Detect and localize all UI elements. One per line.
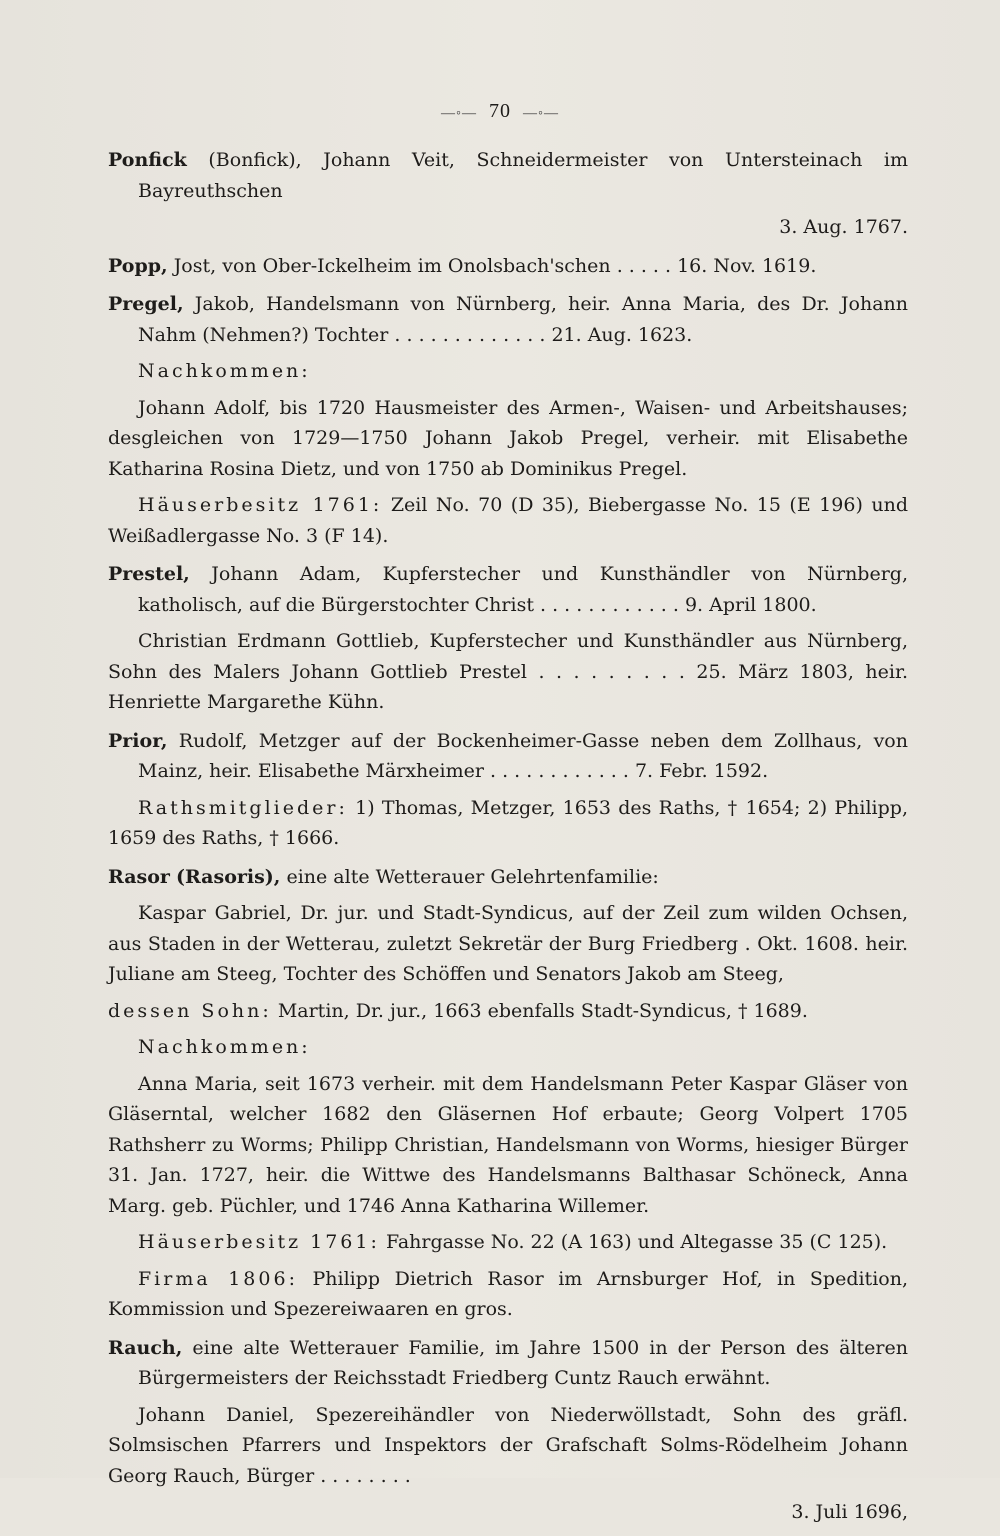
haeuser-label: Häuserbesitz 1761:	[138, 1231, 380, 1253]
entry-text: Johann Adam, Kupferstecher und Kunsthändler von Nürnberg, katholisch, auf die Bürgerstochter Christ . . . . . . . . . . . . 9. April 1800.	[138, 563, 908, 616]
entry-prior	[108, 726, 908, 854]
entry-text: Rudolf, Metzger auf der Bockenheimer-Gasse neben dem Zollhaus, von Mainz, heir. Elisabethe Märxheimer . . . . . . . . . . . . 7. Febr. 1592.	[138, 729, 908, 782]
entry-name: Rauch,	[108, 1336, 183, 1359]
entry-text-2: Kaspar Gabriel, Dr. jur. und Stadt-Syndicus, auf der Zeil zum wilden Ochsen, aus Staden in der Wetterau, zuletzt Sekretär der Burg Friedberg . Okt. 1608. heir. Juliane am Steeg, Tochter des Schöffen und Senators Jakob am Steeg,	[108, 902, 908, 985]
entry-date: 3. Aug. 1767.	[779, 216, 908, 238]
entry-name: Prior,	[108, 729, 168, 752]
entry-name: Pregel,	[108, 293, 184, 315]
entry-popp	[108, 251, 908, 282]
raths-label: Rathsmitglieder:	[138, 796, 348, 819]
entry-name: Popp,	[108, 254, 168, 277]
entry-pregel	[108, 289, 908, 551]
entry-name-alt: (Rasoris),	[175, 865, 281, 888]
nachkommen-label: Nachkommen:	[138, 1036, 311, 1058]
entry-text-2: Christian Erdmann Gottlieb, Kupferstecher und Kunsthändler aus Nürnberg, Sohn des Malers Johann Gottlieb Prestel . . . . . . . . . 25. März 1803, heir. Henriette Margarethe Kühn.	[108, 630, 908, 713]
haeuser-label: Häuserbesitz 1761:	[138, 494, 383, 516]
entry-text-2: Johann Daniel, Spezereihändler von Niederwöllstadt, Sohn des gräfl. Solmsischen Pfarrers und Inspektors der Grafschaft Solms-Rödelheim Johann Georg Rauch, Bürger . . . . . . . .	[108, 1403, 908, 1487]
nachkommen-text: Johann Adolf, bis 1720 Hausmeister des Armen-, Waisen- und Arbeitshauses; desgleichen von 1729—1750 Johann Jakob Pregel, verheir. mit Elisabethe Katharina Rosina Dietz, und von 1750 ab Dominikus Pregel.	[108, 396, 908, 480]
header-ornament-left: —◦—	[441, 106, 477, 121]
entry-name: Prestel,	[108, 563, 190, 585]
entry-text: eine alte Wetterauer Familie, im Jahre 1500 in der Person des älteren Bürgermeisters der Reichsstadt Friedberg Cuntz Rauch erwähnt.	[138, 1336, 908, 1389]
firma-label: Firma 1806:	[138, 1267, 298, 1290]
entry-name: Rasor	[108, 865, 170, 888]
firma-text: Philipp Dietrich Rasor im Arnsburger Hof, in Spedition, Kommission und Spezereiwaaren en gros.	[108, 1267, 908, 1320]
nachkommen-label: Nachkommen:	[138, 360, 311, 382]
entry-text: Jakob, Handelsmann von Nürnberg, heir. Anna Maria, des Dr. Johann Nahm (Nehmen?) Tochter . . . . . . . . . . . . . 21. Aug. 1623.	[138, 293, 908, 346]
sohn-text: Martin, Dr. jur., 1663 ebenfalls Stadt-Syndicus, † 1689.	[277, 999, 808, 1022]
entry-rauch	[108, 1333, 908, 1528]
entry-ponfick	[108, 145, 908, 243]
entry-text: eine alte Wetterauer Gelehrtenfamilie:	[286, 865, 659, 888]
text-body	[108, 145, 908, 1536]
haeuser-text: Zeil No. 70 (D 35), Biebergasse No. 15 (E 196) und Weißadlergasse No. 3 (F 14).	[108, 494, 908, 547]
raths-text: 1) Thomas, Metzger, 1653 des Raths, † 1654; 2) Philipp, 1659 des Raths, † 1666.	[108, 796, 908, 849]
sohn-label: dessen Sohn:	[108, 999, 272, 1022]
entry-date: 3. Juli 1696,	[791, 1501, 908, 1523]
entry-prestel	[108, 559, 908, 718]
entry-rasor	[108, 862, 908, 1325]
entry-text: Jost, von Ober-Ickelheim im Onolsbach'schen . . . . . 16. Nov. 1619.	[173, 254, 817, 277]
entry-name: Ponfick	[108, 149, 187, 171]
nachkommen-text: Anna Maria, seit 1673 verheir. mit dem Handelsmann Peter Kaspar Gläser von Gläserntal, welcher 1682 den Gläsernen Hof erbaute; Georg Volpert 1705 Rathsherr zu Worms; Philipp Christian, Handelsmann von Worms, hiesiger Bürger 31. Jan. 1727, heir. die Wittwe des Handelsmanns Balthasar Schöneck, Anna Marg. geb. Püchler, und 1746 Anna Katharina Willemer.	[108, 1072, 908, 1217]
header-ornament-right: —◦—	[523, 106, 559, 121]
page-header	[0, 100, 1000, 123]
haeuser-text: Fahrgasse No. 22 (A 163) und Altegasse 35 (C 125).	[385, 1231, 888, 1253]
entry-text: (Bonfick), Johann Veit, Schneidermeister von Untersteinach im Bayreuthschen	[138, 149, 908, 202]
page-number: 70	[489, 100, 511, 122]
